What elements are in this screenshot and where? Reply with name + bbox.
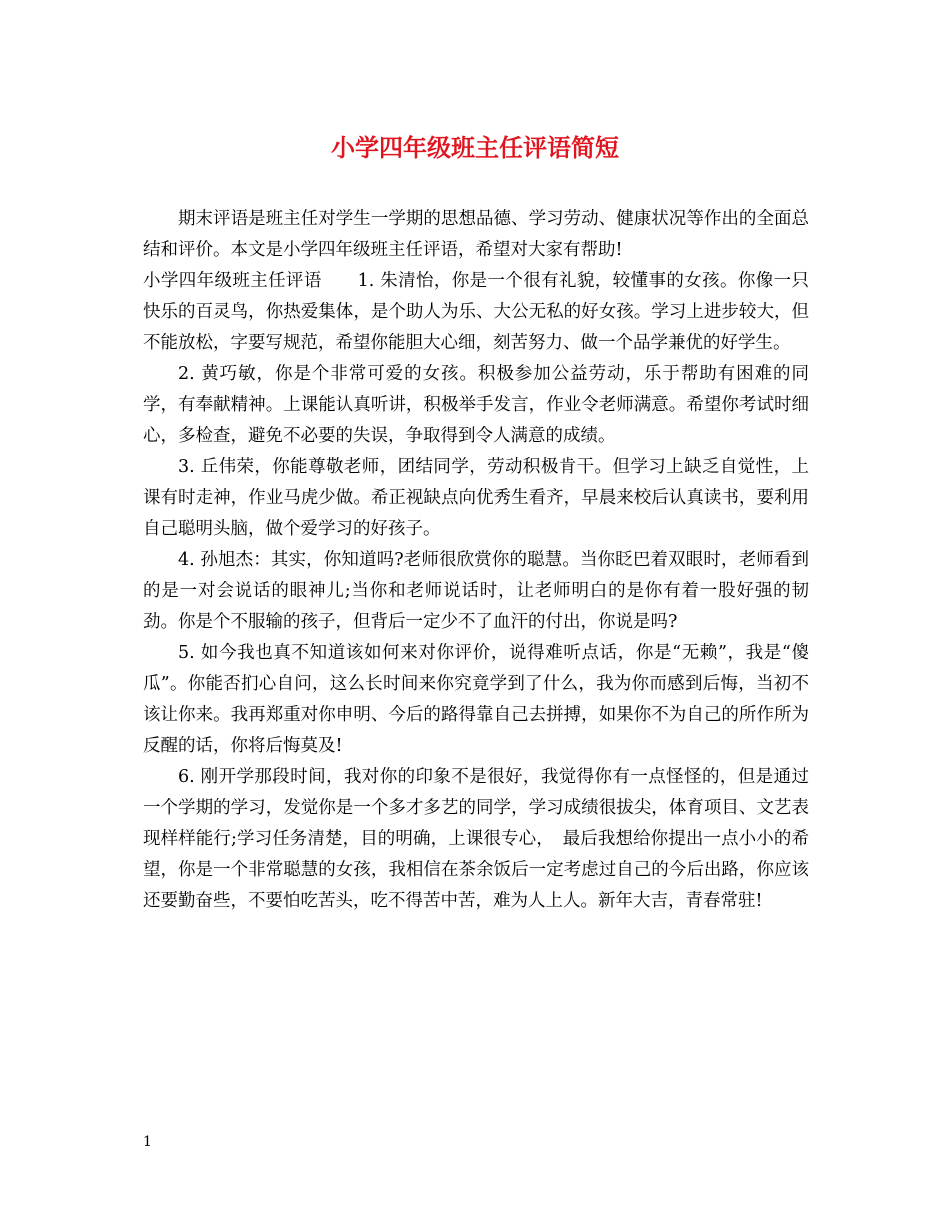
- page-title: 小学四年级班主任评语简短: [331, 133, 619, 162]
- document-body: [143, 204, 809, 917]
- intro-paragraph: 期末评语是班主任对学生一学期的思想品德、学习劳动、健康状况等作出的全面总结和评价。本文是小学四年级班主任评语，希望对大家有帮助!: [143, 209, 809, 260]
- comment-paragraph-5: 5. 如今我也真不知道该如何来对你评价，说得难听点话，你是“无赖”，我是“傻瓜”。你能否扪心自问，这么长时间来你究竟学到了什么，我为你而感到后悔，当初不该让你来。我再郑重对你申明、今后的路得靠自己去拼搏，如果你不为自己的所作所为反醒的话，你将后悔莫及!: [143, 643, 809, 756]
- comment-paragraph-4: 4. 孙旭杰：其实，你知道吗?老师很欣赏你的聪慧。当你眨巴着双眼时，老师看到的是一对会说话的眼神儿;当你和老师说话时，让老师明白的是你有着一股好强的韧劲。你是个不服输的孩子，但背后一定少不了血汗的付出，你说是吗?: [143, 550, 809, 632]
- comment-paragraph-2: 2. 黄巧敏，你是个非常可爱的女孩。积极参加公益劳动，乐于帮助有困难的同学，有奉献精神。上课能认真听讲，积极举手发言，作业令老师满意。希望你考试时细心，多检查，避免不必要的失误，争取得到令人满意的成绩。: [143, 364, 809, 446]
- comment-paragraph-1: 小学四年级班主任评语 1. 朱清怡，你是一个很有礼貌，较懂事的女孩。你像一只快乐的百灵鸟，你热爱集体，是个助人为乐、大公无私的好女孩。学习上进步较大，但不能放松，字要写规范，希望你能胆大心细，刻苦努力、做一个品学兼优的好学生。: [143, 271, 809, 353]
- comment-paragraph-3: 3. 丘伟荣，你能尊敬老师，团结同学，劳动积极肯干。但学习上缺乏自觉性，上课有时走神，作业马虎少做。希正视缺点向优秀生看齐，早晨来校后认真读书，要利用自己聪明头脑，做个爱学习的好孩子。: [143, 457, 809, 539]
- comment-paragraph-6: 6. 刚开学那段时间，我对你的印象不是很好，我觉得你有一点怪怪的，但是通过一个学期的学习，发觉你是一个多才多艺的同学，学习成绩很拔尖，体育项目、文艺表现样样能行;学习任务清楚，目的明确，上课很专心， 最后我想给你提出一点小小的希望，你是一个非常聪慧的女孩，我相信在茶余饭后一定考虑过自己的今后出路，你应该还要勤奋些，不要怕吃苦头，吃不得苦中苦，难为人上人。新年大吉，青春常驻!: [143, 767, 809, 911]
- page-number: 1: [143, 1134, 152, 1150]
